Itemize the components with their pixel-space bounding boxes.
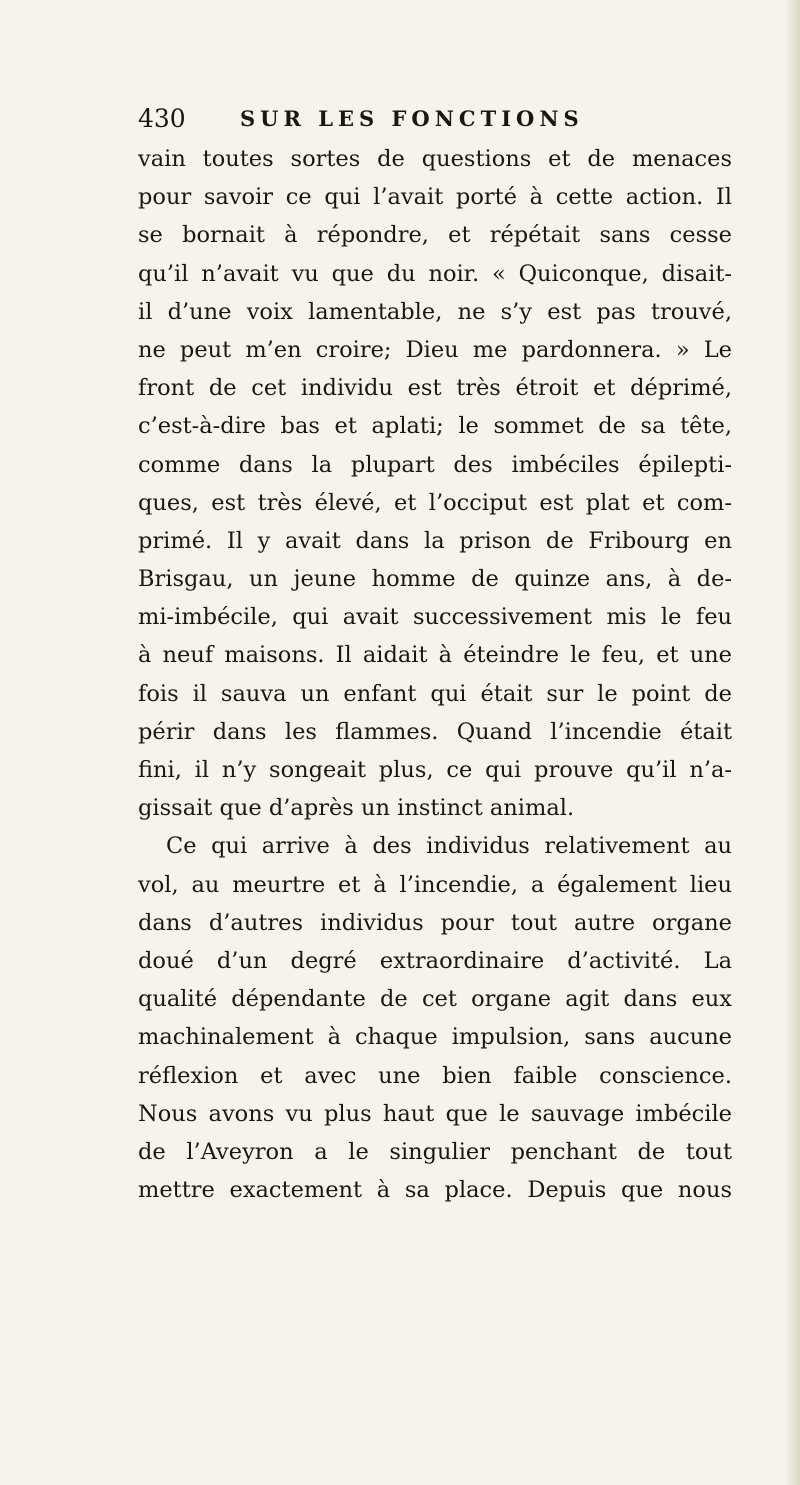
text-line: fois il sauva un enfant qui était sur le point de [138, 680, 732, 707]
text-line: primé. Il y avait dans la prison de Fribourg en [138, 527, 732, 554]
page-edge-shadow [784, 0, 800, 1485]
text-line: qualité dépendante de cet organe agit dans eux [138, 986, 732, 1013]
text-line: c’est-à-dire bas et aplati; le sommet de sa tête, [138, 413, 732, 440]
paragraph-start-line: Ce qui arrive à des individus relativement au [166, 833, 732, 860]
page-header [138, 104, 658, 140]
body-text [138, 140, 732, 1209]
text-line: Brisgau, un jeune homme de quinze ans, à de- [138, 566, 732, 593]
paragraph-end-line: gissait que d’après un instinct animal. [138, 795, 575, 822]
text-line: dans d’autres individus pour tout autre organe [138, 909, 732, 936]
text-line: comme dans la plupart des imbéciles épilepti- [138, 451, 732, 478]
text-line: vain toutes sortes de questions et de menaces [138, 146, 732, 172]
text-line: à neuf maisons. Il aidait à éteindre le feu, et une [138, 642, 732, 669]
text-line: se bornait à répondre, et répétait sans cesse [138, 222, 732, 249]
text-line: front de cet individu est très étroit et déprimé, [138, 375, 732, 402]
text-line: qu’il n’avait vu que du noir. « Quiconque, disait- [138, 260, 732, 287]
text-line: pour savoir ce qui l’avait porté à cette action. Il [138, 184, 732, 211]
text-line: de l’Aveyron a le singulier penchant de tout [138, 1138, 732, 1165]
text-line: périr dans les flammes. Quand l’incendie était [138, 718, 732, 745]
running-title: SUR LES FONCTIONS [240, 106, 584, 131]
text-line: mettre exactement à sa place. Depuis que nous [138, 1177, 732, 1204]
text-line: Nous avons vu plus haut que le sauvage imbécile [138, 1100, 732, 1127]
text-line: mi-imbécile, qui avait successivement mis le feu [138, 604, 732, 631]
text-line: doué d’un degré extraordinaire d’activité. La [138, 947, 732, 974]
text-line: il d’une voix lamentable, ne s’y est pas trouvé, [138, 298, 732, 325]
text-line: ne peut m’en croire; Dieu me pardonnera. » Le [138, 336, 732, 363]
page-number: 430 [138, 104, 186, 133]
text-line: ques, est très élevé, et l’occiput est plat et com- [138, 489, 732, 516]
text-line: fini, il n’y songeait plus, ce qui prouve qu’il n’a- [138, 757, 732, 783]
text-line: réflexion et avec une bien faible conscience. [138, 1062, 732, 1089]
text-line: machinalement à chaque impulsion, sans aucune [138, 1024, 732, 1051]
text-line: vol, au meurtre et à l’incendie, a également lieu [138, 871, 732, 898]
